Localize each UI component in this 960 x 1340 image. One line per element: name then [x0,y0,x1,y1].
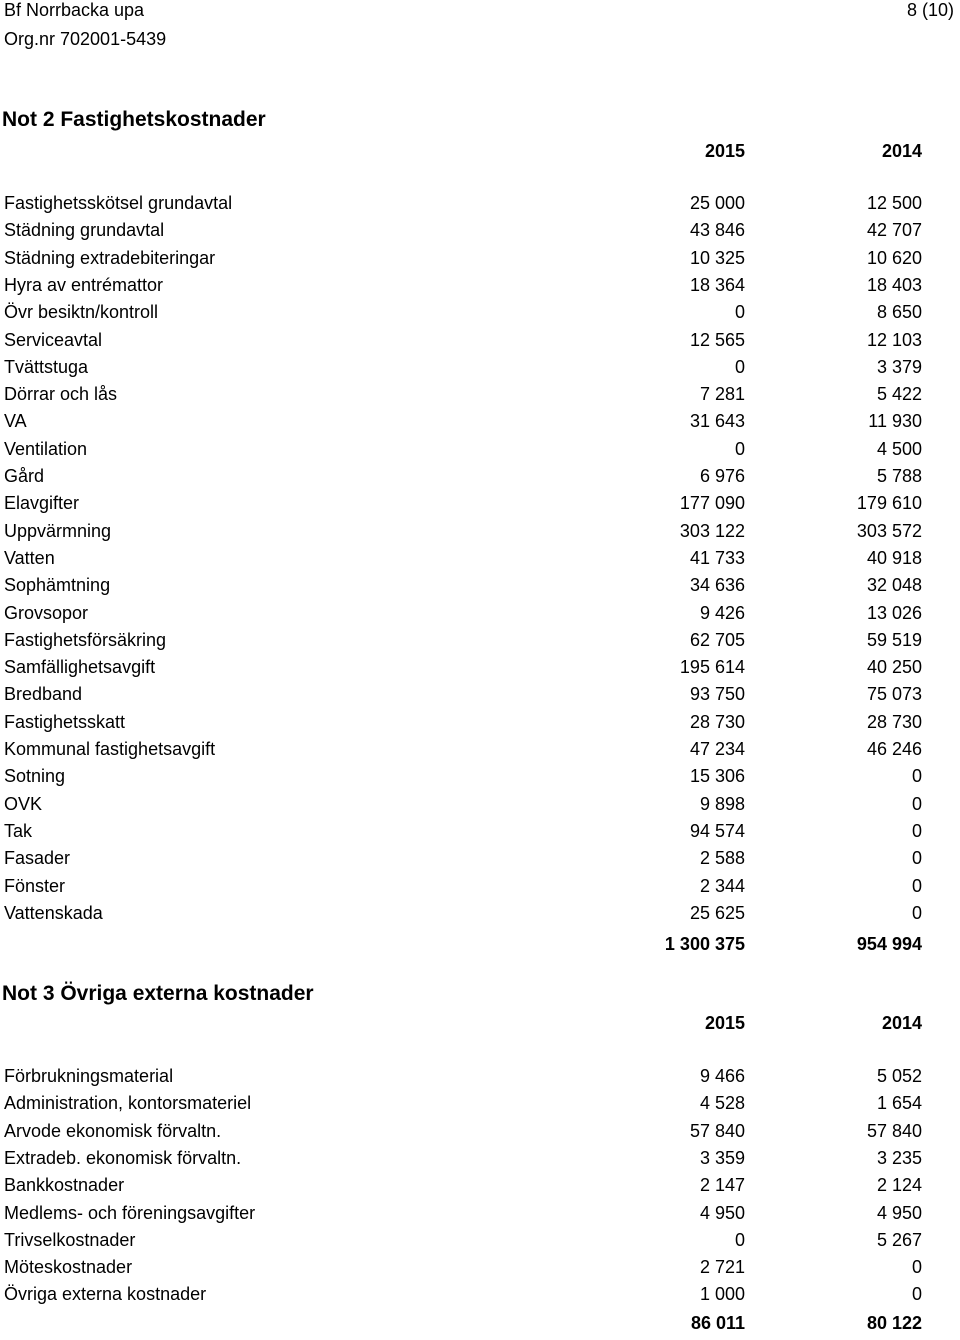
table-row [0,466,960,493]
table-row [0,630,960,657]
table-row [0,876,960,903]
row-value-2014: 57 840 [866,1120,922,1141]
row-value-2015: 94 574 [689,820,745,841]
row-value-2014: 0 [911,875,922,896]
table-row [0,357,960,384]
row-value-2015: 177 090 [679,493,745,514]
row-value-2015: 2 721 [699,1257,745,1278]
row-value-2014: 0 [911,902,922,923]
row-value-2014: 179 610 [856,493,922,514]
row-label: Extradeb. ekonomisk förvaltn. [4,1147,242,1168]
table-row [0,302,960,329]
table-row [0,1230,960,1257]
table-row [0,1175,960,1202]
table-row [0,821,960,848]
row-value-2014: 46 246 [866,739,922,759]
note-2-total-2014: 954 994 [856,934,922,954]
row-value-2015: 18 364 [689,274,745,295]
row-label: OVK [4,793,43,814]
table-row [0,848,960,875]
row-value-2015: 3 359 [699,1147,745,1168]
table-row [0,384,960,411]
row-value-2015: 2 588 [699,848,745,869]
row-label: Fastighetsskötsel grundavtal [4,193,233,213]
row-value-2015: 9 426 [699,602,745,623]
row-label: Städning extradebiteringar [4,247,216,268]
row-value-2014: 5 422 [876,384,922,405]
table-row [0,766,960,793]
table-row [0,575,960,602]
row-value-2015: 6 976 [699,466,745,486]
row-label: Övr besiktn/kontroll [4,302,159,323]
note-2-title: Not 2 Fastighetskostnader [2,108,266,131]
row-value-2015: 0 [734,302,745,323]
row-value-2014: 10 620 [866,247,922,268]
row-label: Medlems- och föreningsavgifter [4,1202,256,1223]
row-value-2015: 7 281 [699,384,745,405]
row-value-2014: 28 730 [866,711,922,732]
note-3-total-2014: 80 122 [866,1313,922,1333]
table-row [0,411,960,438]
row-value-2014: 0 [911,766,922,787]
table-row [0,794,960,821]
row-value-2015: 0 [734,1229,745,1250]
row-value-2015: 43 846 [689,220,745,241]
row-label: Grovsopor [4,602,89,623]
table-row [0,1066,960,1093]
row-label: Uppvärmning [4,520,112,541]
row-value-2014: 5 788 [876,466,922,486]
table-row [0,439,960,466]
table-row [0,1148,960,1175]
row-value-2014: 13 026 [866,602,922,623]
row-value-2015: 4 950 [699,1202,745,1223]
row-value-2014: 5 052 [876,1066,922,1086]
row-value-2014: 0 [911,1284,922,1305]
row-value-2015: 195 614 [679,657,745,678]
row-value-2014: 12 500 [866,193,922,213]
row-label: Dörrar och lås [4,384,118,405]
row-value-2014: 11 930 [868,411,922,432]
row-label: Sotning [4,766,66,787]
row-value-2015: 4 528 [699,1093,745,1114]
row-value-2014: 0 [911,793,922,814]
row-value-2015: 1 000 [699,1284,745,1305]
row-value-2015: 34 636 [689,575,745,596]
row-value-2015: 2 147 [699,1175,745,1196]
row-label: Sophämtning [4,575,111,596]
row-value-2015: 12 565 [689,329,745,350]
row-label: Tvättstuga [4,356,89,377]
row-label: Tak [4,820,33,841]
row-label: Arvode ekonomisk förvaltn. [4,1120,222,1141]
row-label: Förbrukningsmaterial [4,1066,174,1086]
row-label: Bredband [4,684,83,705]
row-value-2015: 31 643 [689,411,745,432]
row-value-2015: 25 000 [689,193,745,213]
table-row [0,1121,960,1148]
row-label: Städning grundavtal [4,220,165,241]
row-value-2015: 93 750 [689,684,745,705]
row-label: Övriga externa kostnader [4,1284,207,1305]
row-value-2014: 5 267 [876,1229,922,1250]
table-row [0,193,960,220]
org-name: Bf Norrbacka upa [4,0,145,20]
row-value-2014: 40 918 [866,547,922,568]
row-value-2015: 0 [734,356,745,377]
table-row [0,548,960,575]
row-label: Elavgifter [4,493,80,514]
table-row [0,603,960,630]
row-label: Fasader [4,848,71,869]
row-label: Serviceavtal [4,329,103,350]
note-3-total-2015: 86 011 [690,1313,745,1333]
table-row [0,1203,960,1230]
row-value-2015: 25 625 [689,902,745,923]
row-value-2015: 303 122 [679,520,745,541]
table-row [0,739,960,766]
row-label: Fastighetsförsäkring [4,629,167,650]
row-value-2014: 59 519 [866,629,922,650]
row-value-2014: 2 124 [876,1175,922,1196]
row-value-2014: 0 [911,820,922,841]
table-row [0,903,960,930]
row-label: Samfällighetsavgift [4,657,156,678]
row-value-2015: 2 344 [699,875,745,896]
row-value-2014: 3 235 [876,1147,922,1168]
row-value-2014: 18 403 [866,274,922,295]
page-number: 8 (10) [906,0,954,20]
table-row [0,1284,960,1311]
row-label: Vattenskada [4,902,103,923]
row-value-2015: 9 898 [699,793,745,814]
row-value-2014: 3 379 [876,356,922,377]
row-value-2014: 75 073 [866,684,922,705]
row-label: Administration, kontorsmateriel [4,1093,252,1114]
table-row [0,330,960,357]
row-label: Fastighetsskatt [4,711,126,732]
note-3-total-row [0,1313,960,1340]
row-value-2015: 28 730 [689,711,745,732]
table-row [0,1257,960,1284]
row-value-2014: 12 103 [866,329,922,350]
table-row [0,712,960,739]
row-label: Ventilation [4,438,88,459]
row-value-2014: 42 707 [866,220,922,241]
row-label: Trivselkostnader [4,1229,136,1250]
row-value-2014: 4 500 [876,438,922,459]
row-value-2015: 10 325 [689,247,745,268]
row-value-2015: 57 840 [689,1120,745,1141]
note-2-year-2015: 2015 [704,141,745,161]
row-label: Hyra av entrémattor [4,274,164,295]
row-value-2014: 8 650 [876,302,922,323]
row-value-2014: 1 654 [876,1093,922,1114]
note-2-total-2015: 1 300 375 [664,934,745,954]
row-value-2014: 0 [911,848,922,869]
row-value-2015: 62 705 [689,629,745,650]
row-value-2014: 40 250 [866,657,922,678]
note-2-total-row [0,934,960,961]
row-value-2015: 0 [734,438,745,459]
table-row [0,657,960,684]
row-label: Fönster [4,875,66,896]
table-row [0,684,960,711]
row-label: Gård [4,466,45,486]
table-row [0,521,960,548]
row-label: VA [4,411,27,432]
row-label: Bankkostnader [4,1175,125,1196]
note-3-year-2015: 2015 [704,1013,745,1033]
table-row [0,493,960,520]
org-number: Org.nr 702001-5439 [4,29,167,49]
row-value-2014: 303 572 [856,520,922,541]
note-3-year-2014: 2014 [881,1013,922,1033]
row-value-2015: 15 306 [689,766,745,787]
note-3-title: Not 3 Övriga externa kostnader [2,982,314,1005]
row-value-2015: 47 234 [689,739,745,759]
table-row [0,248,960,275]
row-label: Kommunal fastighetsavgift [4,739,216,759]
row-value-2015: 41 733 [689,547,745,568]
row-value-2014: 0 [911,1257,922,1278]
note-2-year-2014: 2014 [881,141,922,161]
table-row [0,275,960,302]
row-value-2015: 9 466 [699,1066,745,1086]
row-label: Vatten [4,547,55,568]
row-value-2014: 4 950 [876,1202,922,1223]
table-row [0,1093,960,1120]
row-label: Möteskostnader [4,1257,133,1278]
table-row [0,220,960,247]
row-value-2014: 32 048 [866,575,922,596]
